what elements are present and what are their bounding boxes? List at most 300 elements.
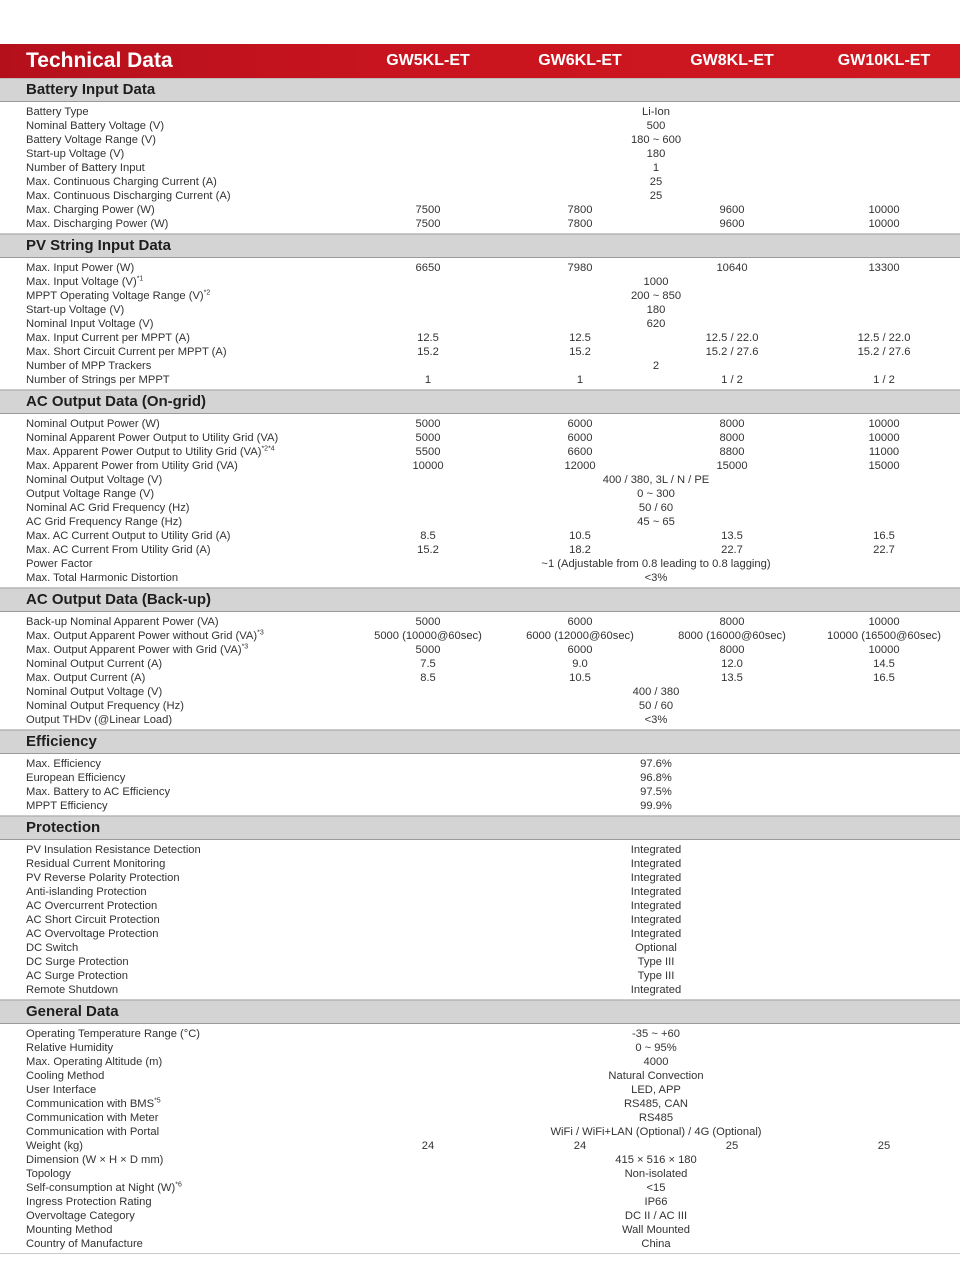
spec-row xyxy=(0,685,960,699)
spec-label xyxy=(26,261,134,275)
section-title: Efficiency xyxy=(26,733,97,750)
spec-label xyxy=(26,345,227,359)
spec-row xyxy=(0,303,960,317)
spec-value-all-models: Type III xyxy=(637,970,675,982)
spec-label xyxy=(26,685,162,699)
spec-value: 15.2 xyxy=(417,346,439,358)
spec-label-text: Mounting Method xyxy=(26,1224,113,1236)
spec-label-text: Start-up Voltage (V) xyxy=(26,148,125,160)
spec-value-all-models: WiFi / WiFi+LAN (Optional) / 4G (Optional) xyxy=(550,1126,762,1138)
spec-label xyxy=(26,941,78,955)
section-header xyxy=(0,78,960,102)
spec-row xyxy=(0,203,960,217)
spec-value-all-models: LED, APP xyxy=(631,1084,681,1096)
spec-label xyxy=(26,1139,83,1153)
spec-label-text: Max. AC Current From Utility Grid (A) xyxy=(26,544,211,556)
section-header xyxy=(0,234,960,258)
spec-label xyxy=(26,1041,113,1055)
spec-value-all-models: 96.8% xyxy=(640,772,672,784)
spec-row xyxy=(0,1069,960,1083)
spec-label xyxy=(26,473,162,487)
spec-label xyxy=(26,445,275,459)
spec-row xyxy=(0,955,960,969)
spec-label xyxy=(26,417,160,431)
spec-row xyxy=(0,885,960,899)
spec-label xyxy=(26,1055,162,1069)
spec-label-text: AC Overcurrent Protection xyxy=(26,900,158,912)
spec-row xyxy=(0,289,960,303)
spec-value: 16.5 xyxy=(873,672,895,684)
spec-value-all-models: Integrated xyxy=(630,858,682,870)
footnote-marker: *3 xyxy=(257,629,264,637)
spec-value-all-models: Optional xyxy=(635,942,677,954)
spec-label xyxy=(26,487,154,501)
spec-value: 7980 xyxy=(567,262,593,274)
spec-value: 13300 xyxy=(868,262,900,274)
spec-label-text: Country of Manufacture xyxy=(26,1238,143,1250)
spec-label-text: AC Grid Frequency Range (Hz) xyxy=(26,516,183,528)
spec-label-text: User Interface xyxy=(26,1084,97,1096)
spec-value-all-models: 25 xyxy=(649,190,663,202)
spec-label-text: Max. Efficiency xyxy=(26,758,102,770)
spec-label-text: Remote Shutdown xyxy=(26,984,119,996)
spec-value-all-models: Natural Convection xyxy=(608,1070,704,1082)
spec-label xyxy=(26,543,211,557)
spec-value: 7500 xyxy=(415,204,441,216)
spec-value: 8800 xyxy=(719,446,745,458)
spec-value-all-models: 180 xyxy=(646,148,666,160)
spec-value: 5000 xyxy=(415,432,441,444)
spec-value: 5000 (10000@60sec) xyxy=(374,630,482,642)
spec-label-text: Nominal Output Current (A) xyxy=(26,658,163,670)
spec-value: 10640 xyxy=(716,262,748,274)
spec-label xyxy=(26,1097,161,1111)
spec-label xyxy=(26,657,162,671)
section-title: PV String Input Data xyxy=(26,237,172,254)
spec-label xyxy=(26,557,93,571)
spec-label-text: Max. Apparent Power from Utility Grid (VA) xyxy=(26,460,238,472)
spec-value: 8000 xyxy=(719,616,745,628)
spec-value-all-models: RS485, CAN xyxy=(623,1098,689,1110)
spec-row xyxy=(0,119,960,133)
spec-row xyxy=(0,629,960,643)
spec-label xyxy=(26,175,217,189)
spec-row xyxy=(0,105,960,119)
spec-row xyxy=(0,771,960,785)
spec-row xyxy=(0,1153,960,1167)
spec-label xyxy=(26,359,151,373)
spec-label-text: Communication with Meter xyxy=(26,1112,159,1124)
footnote-marker: *1 xyxy=(136,275,144,283)
spec-row xyxy=(0,1055,960,1069)
spec-label-text: Relative Humidity xyxy=(26,1042,114,1054)
spec-value: 10000 xyxy=(868,418,900,430)
spec-label-text: Nominal Battery Voltage (V) xyxy=(26,120,165,132)
spec-label xyxy=(26,785,170,799)
spec-row xyxy=(0,969,960,983)
spec-value-all-models: 200 ~ 850 xyxy=(630,290,682,302)
spec-row xyxy=(0,1167,960,1181)
spec-value: 10000 xyxy=(868,218,900,230)
spec-label xyxy=(26,331,190,345)
spec-value: 15.2 xyxy=(569,346,591,358)
spec-value: 10000 xyxy=(868,644,900,656)
spec-value: 8000 xyxy=(719,418,745,430)
spec-row xyxy=(0,261,960,275)
spec-label xyxy=(26,771,125,785)
spec-value: 9600 xyxy=(719,204,745,216)
spec-value: 22.7 xyxy=(873,544,895,556)
spec-value-all-models: <3% xyxy=(644,714,668,726)
spec-value: 8.5 xyxy=(420,672,436,684)
spec-label xyxy=(26,501,190,515)
spec-value-all-models: 500 xyxy=(646,120,666,132)
spec-row xyxy=(0,557,960,571)
spec-value-all-models: Integrated xyxy=(630,886,682,898)
spec-label-text: Nominal Output Voltage (V) xyxy=(26,474,163,486)
spec-label-text: Start-up Voltage (V) xyxy=(26,304,125,316)
spec-value: 6650 xyxy=(415,262,441,274)
model-header: GW6KL-ET xyxy=(538,52,622,69)
spec-value-all-models: 1000 xyxy=(643,276,669,288)
spec-row xyxy=(0,1097,960,1111)
spec-value-all-models: Wall Mounted xyxy=(622,1224,690,1236)
spec-label xyxy=(26,1209,135,1223)
spec-row xyxy=(0,1139,960,1153)
spec-label-text: AC Surge Protection xyxy=(26,970,128,982)
footnote-marker: *5 xyxy=(154,1097,161,1105)
spec-label xyxy=(26,629,264,643)
spec-value-all-models: 180 ~ 600 xyxy=(630,134,682,146)
spec-label-text: Overvoltage Category xyxy=(26,1210,135,1222)
spec-row xyxy=(0,487,960,501)
spec-row xyxy=(0,799,960,813)
table-header xyxy=(0,44,960,78)
spec-label xyxy=(26,105,89,119)
model-header: GW8KL-ET xyxy=(690,52,774,69)
spec-value: 10000 xyxy=(412,460,444,472)
spec-label-text: Max. Output Apparent Power with Grid (VA) xyxy=(26,644,242,656)
spec-label xyxy=(26,699,184,713)
spec-label xyxy=(26,515,182,529)
spec-value-all-models: DC II / AC III xyxy=(624,1210,688,1222)
spec-value: 12.5 / 22.0 xyxy=(857,332,911,344)
spec-value: 15.2 / 27.6 xyxy=(705,346,759,358)
spec-row xyxy=(0,927,960,941)
spec-label-text: Power Factor xyxy=(26,558,93,570)
spec-label-text: Max. Output Apparent Power without Grid (VA) xyxy=(26,630,258,642)
spec-value-all-models: 180 xyxy=(646,304,666,316)
spec-value-all-models: Integrated xyxy=(630,928,682,940)
spec-value-all-models: Non-isolated xyxy=(624,1168,688,1180)
spec-value: 11000 xyxy=(868,446,900,458)
spec-row xyxy=(0,431,960,445)
model-header: GW10KL-ET xyxy=(837,52,931,69)
spec-label-text: Max. Charging Power (W) xyxy=(26,204,155,216)
spec-value-all-models: Type III xyxy=(637,956,675,968)
spec-value: 6600 xyxy=(567,446,593,458)
section-header xyxy=(0,390,960,414)
spec-value: 16.5 xyxy=(873,530,895,542)
spec-row xyxy=(0,699,960,713)
spec-label-text: Battery Voltage Range (V) xyxy=(26,134,156,146)
spec-row xyxy=(0,1111,960,1125)
spec-row xyxy=(0,133,960,147)
spec-label-text: Ingress Protection Rating xyxy=(26,1196,152,1208)
spec-value-all-models: RS485 xyxy=(638,1112,674,1124)
spec-value: 12.5 xyxy=(569,332,591,344)
spec-value: 7.5 xyxy=(420,658,436,670)
spec-value-all-models: Integrated xyxy=(630,872,682,884)
spec-value: 7800 xyxy=(567,218,593,230)
spec-value: 6000 xyxy=(567,432,593,444)
spec-row xyxy=(0,643,960,657)
spec-value: 15000 xyxy=(868,460,900,472)
spec-label xyxy=(26,857,165,871)
spec-value-all-models: 400 / 380 xyxy=(632,686,680,698)
spec-label xyxy=(26,217,168,231)
spec-row xyxy=(0,417,960,431)
spec-label xyxy=(26,1237,143,1251)
spec-label xyxy=(26,147,124,161)
spec-label-text: Self-consumption at Night (W) xyxy=(26,1182,176,1194)
section-header xyxy=(0,1000,960,1024)
spec-value-all-models: Integrated xyxy=(630,900,682,912)
spec-value-all-models: 50 / 60 xyxy=(638,700,674,712)
spec-label xyxy=(26,529,231,543)
spec-value: 7800 xyxy=(567,204,593,216)
spec-label xyxy=(26,571,178,585)
spec-value: 7500 xyxy=(415,218,441,230)
spec-row xyxy=(0,1125,960,1139)
spec-label-text: Nominal Output Power (W) xyxy=(26,418,160,430)
spec-label-text: Nominal Output Voltage (V) xyxy=(26,686,163,698)
spec-row xyxy=(0,785,960,799)
spec-row xyxy=(0,147,960,161)
spec-label xyxy=(26,1069,104,1083)
spec-label-text: Weight (kg) xyxy=(26,1140,83,1152)
spec-label-text: European Efficiency xyxy=(26,772,126,784)
spec-value-all-models: Li-Ion xyxy=(642,106,670,118)
footnote-marker: *2 xyxy=(203,289,211,297)
spec-value-all-models: 97.5% xyxy=(640,786,672,798)
spec-row xyxy=(0,189,960,203)
spec-value-all-models: Integrated xyxy=(630,984,682,996)
spec-value: 10000 xyxy=(868,616,900,628)
spec-value-all-models: 415 × 516 × 180 xyxy=(615,1154,697,1166)
spec-row xyxy=(0,1027,960,1041)
spec-label-text: Number of MPP Trackers xyxy=(26,360,152,372)
spec-row xyxy=(0,1237,960,1251)
spec-label-text: Operating Temperature Range (°C) xyxy=(26,1028,201,1040)
spec-label xyxy=(26,1083,96,1097)
spec-value-all-models: -35 ~ +60 xyxy=(632,1028,680,1040)
spec-value-all-models: IP66 xyxy=(644,1196,668,1208)
spec-label-text: DC Surge Protection xyxy=(26,956,129,968)
spec-label xyxy=(26,615,219,629)
spec-value-all-models: 620 xyxy=(646,318,666,330)
spec-row xyxy=(0,1181,960,1195)
spec-value: 10000 (16500@60sec) xyxy=(827,630,941,642)
spec-label xyxy=(26,133,156,147)
spec-value: 6000 xyxy=(567,418,593,430)
section-title: General Data xyxy=(26,1003,119,1020)
spec-label-text: AC Overvoltage Protection xyxy=(26,928,159,940)
spec-label xyxy=(26,757,101,771)
spec-value-all-models: 0 ~ 300 xyxy=(637,488,675,500)
spec-value-all-models: 99.9% xyxy=(640,800,672,812)
spec-value: 15000 xyxy=(716,460,748,472)
spec-label xyxy=(26,373,170,387)
spec-label xyxy=(26,431,278,445)
spec-label xyxy=(26,799,108,813)
spec-label xyxy=(26,899,157,913)
spec-value-all-models: Integrated xyxy=(630,844,682,856)
spec-value: 10000 xyxy=(868,204,900,216)
spec-value-all-models: 0 ~ 95% xyxy=(635,1042,677,1054)
spec-value-all-models: <15 xyxy=(646,1182,666,1194)
spec-label xyxy=(26,713,172,727)
spec-value: 9600 xyxy=(719,218,745,230)
spec-value-all-models: <3% xyxy=(644,572,668,584)
spec-label-text: Nominal Output Frequency (Hz) xyxy=(26,700,184,712)
spec-label xyxy=(26,843,201,857)
spec-value: 6000 xyxy=(567,644,593,656)
spec-label-text: Nominal Input Voltage (V) xyxy=(26,318,154,330)
spec-label-text: Nominal Apparent Power Output to Utility Grid (VA) xyxy=(26,432,279,444)
spec-value: 1 xyxy=(576,374,584,386)
spec-value: 6000 xyxy=(567,616,593,628)
spec-value: 12000 xyxy=(564,460,596,472)
spec-row xyxy=(0,857,960,871)
spec-row xyxy=(0,459,960,473)
spec-row xyxy=(0,983,960,997)
spec-label-text: Output THDv (@Linear Load) xyxy=(26,714,173,726)
spec-value: 18.2 xyxy=(569,544,591,556)
spec-row xyxy=(0,317,960,331)
spec-label-text: Max. Continuous Discharging Current (A) xyxy=(26,190,231,202)
spec-value-all-models: 2 xyxy=(652,360,660,372)
spec-label-text: Max. Continuous Charging Current (A) xyxy=(26,176,217,188)
spec-label xyxy=(26,671,145,685)
spec-value: 1 / 2 xyxy=(873,374,895,386)
spec-value: 5000 xyxy=(415,418,441,430)
spec-value-all-models: 97.6% xyxy=(640,758,672,770)
spec-value: 10.5 xyxy=(569,672,591,684)
technical-data-sheet xyxy=(0,44,960,1254)
spec-label xyxy=(26,885,147,899)
spec-value: 24 xyxy=(573,1140,587,1152)
spec-label-text: Max. Output Current (A) xyxy=(26,672,146,684)
spec-value: 15.2 xyxy=(417,544,439,556)
spec-label xyxy=(26,303,124,317)
spec-value: 1 xyxy=(424,374,432,386)
spec-value: 14.5 xyxy=(873,658,895,670)
spec-label-text: Topology xyxy=(26,1168,71,1180)
spec-row xyxy=(0,473,960,487)
spec-label-text: Battery Type xyxy=(26,106,89,118)
spec-label xyxy=(26,1223,112,1237)
spec-label xyxy=(26,643,248,657)
spec-value: 5500 xyxy=(415,446,441,458)
spec-label-text: AC Short Circuit Protection xyxy=(26,914,160,926)
spec-value: 6000 (12000@60sec) xyxy=(526,630,634,642)
spec-row xyxy=(0,1209,960,1223)
spec-row xyxy=(0,843,960,857)
spec-label xyxy=(26,913,160,927)
model-header: GW5KL-ET xyxy=(386,52,470,69)
footnote-marker: *2*4 xyxy=(261,445,275,453)
spec-label-text: PV Reverse Polarity Protection xyxy=(26,872,180,884)
spec-value: 8000 xyxy=(719,644,745,656)
spec-value: 5000 xyxy=(415,644,441,656)
spec-label-text: Max. Apparent Power Output to Utility Grid (VA) xyxy=(26,446,262,458)
spec-value: 8000 (16000@60sec) xyxy=(678,630,786,642)
spec-label-text: Communication with BMS xyxy=(26,1098,155,1110)
spec-label-text: Max. Operating Altitude (m) xyxy=(26,1056,163,1068)
spec-value: 8000 xyxy=(719,432,745,444)
spec-row xyxy=(0,913,960,927)
section-title: Battery Input Data xyxy=(26,81,156,98)
spec-label-text: Anti-islanding Protection xyxy=(26,886,147,898)
spec-row xyxy=(0,331,960,345)
footnote-marker: *3 xyxy=(241,643,249,651)
spec-label xyxy=(26,289,210,303)
spec-value-all-models: 50 / 60 xyxy=(638,502,674,514)
spec-label xyxy=(26,969,128,983)
spec-row xyxy=(0,529,960,543)
spec-row xyxy=(0,161,960,175)
spec-label-text: Back-up Nominal Apparent Power (VA) xyxy=(26,616,219,628)
spec-value: 12.0 xyxy=(721,658,743,670)
spec-label-text: MPPT Operating Voltage Range (V) xyxy=(26,290,204,302)
spec-row xyxy=(0,1083,960,1097)
spec-value: 22.7 xyxy=(721,544,743,556)
spec-value: 25 xyxy=(725,1140,739,1152)
spec-value: 8.5 xyxy=(420,530,436,542)
spec-label xyxy=(26,927,158,941)
spec-label xyxy=(26,1195,152,1209)
spec-row xyxy=(0,941,960,955)
spec-value-all-models: China xyxy=(641,1238,671,1250)
spec-label-text: MPPT Efficiency xyxy=(26,800,108,812)
spec-label xyxy=(26,983,118,997)
spec-label-text: Residual Current Monitoring xyxy=(26,858,166,870)
spec-label xyxy=(26,275,143,289)
section-title: AC Output Data (On-grid) xyxy=(26,393,206,410)
spec-label-text: Cooling Method xyxy=(26,1070,105,1082)
section-title: AC Output Data (Back-up) xyxy=(26,591,211,608)
spec-value-all-models: 4000 xyxy=(643,1056,669,1068)
spec-value: 13.5 xyxy=(721,672,743,684)
section-title: Protection xyxy=(26,819,101,836)
spec-label xyxy=(26,459,238,473)
footnote-marker: *6 xyxy=(175,1181,182,1189)
spec-label xyxy=(26,317,153,331)
spec-row xyxy=(0,373,960,387)
section-header xyxy=(0,730,960,754)
spec-label xyxy=(26,1167,71,1181)
spec-label-text: Max. Input Voltage (V) xyxy=(26,276,137,288)
spec-label xyxy=(26,1111,158,1125)
spec-row xyxy=(0,713,960,727)
spec-value-all-models: 25 xyxy=(649,176,663,188)
spec-label xyxy=(26,203,155,217)
spec-row xyxy=(0,515,960,529)
spec-label xyxy=(26,119,164,133)
spec-label xyxy=(26,161,145,175)
spec-label-text: Nominal AC Grid Frequency (Hz) xyxy=(26,502,190,514)
